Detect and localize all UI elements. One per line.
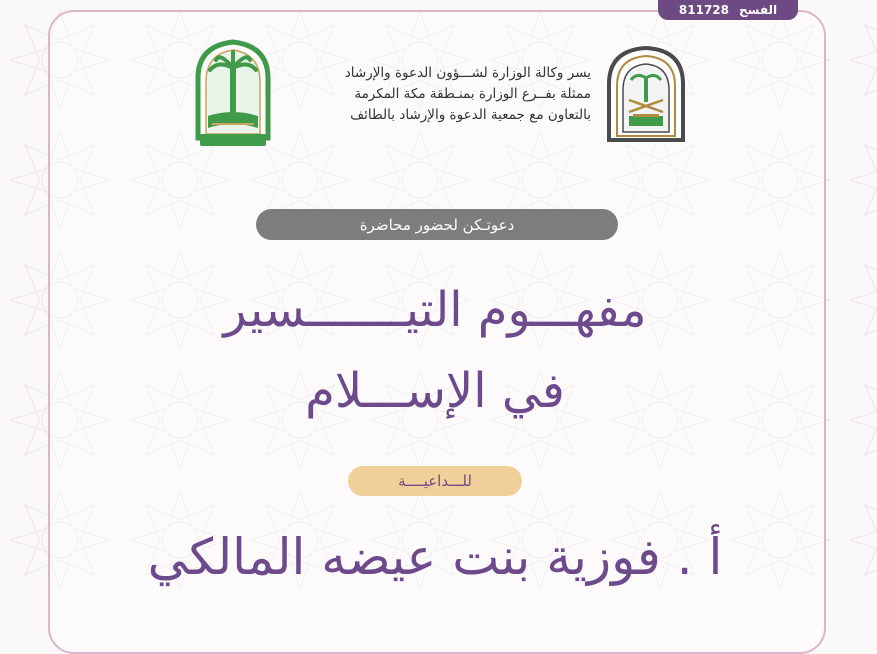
permit-label: الفسح [739,3,778,17]
lecture-title-line-2: في الإســـلام [305,363,565,419]
lecture-title-line-1: مفهـــوم التيـــــــسير [223,282,647,338]
organizer-text [231,63,591,126]
organizer-line-1: يسر وكالة الوزارة لشـــؤون الدعوة والإرشاد [344,65,591,81]
organizer-line-2: ممثلة بفــرع الوزارة بمنـطقة مكة المكرمة [354,86,591,102]
permit-badge [658,0,798,20]
invite-banner: دعوتـكن لحضور محاضرة [256,209,618,240]
speaker-name: أ . فوزية بنت عيضه المالكي [147,528,723,586]
permit-number: 811728 [678,3,729,17]
organizer-line-3: بالتعاون مع جمعية الدعوة والإرشاد بالطائف [350,107,591,123]
ministry-islamic-affairs-logo-icon [603,44,689,144]
preacher-label: للـــداعيــــة [348,466,522,496]
